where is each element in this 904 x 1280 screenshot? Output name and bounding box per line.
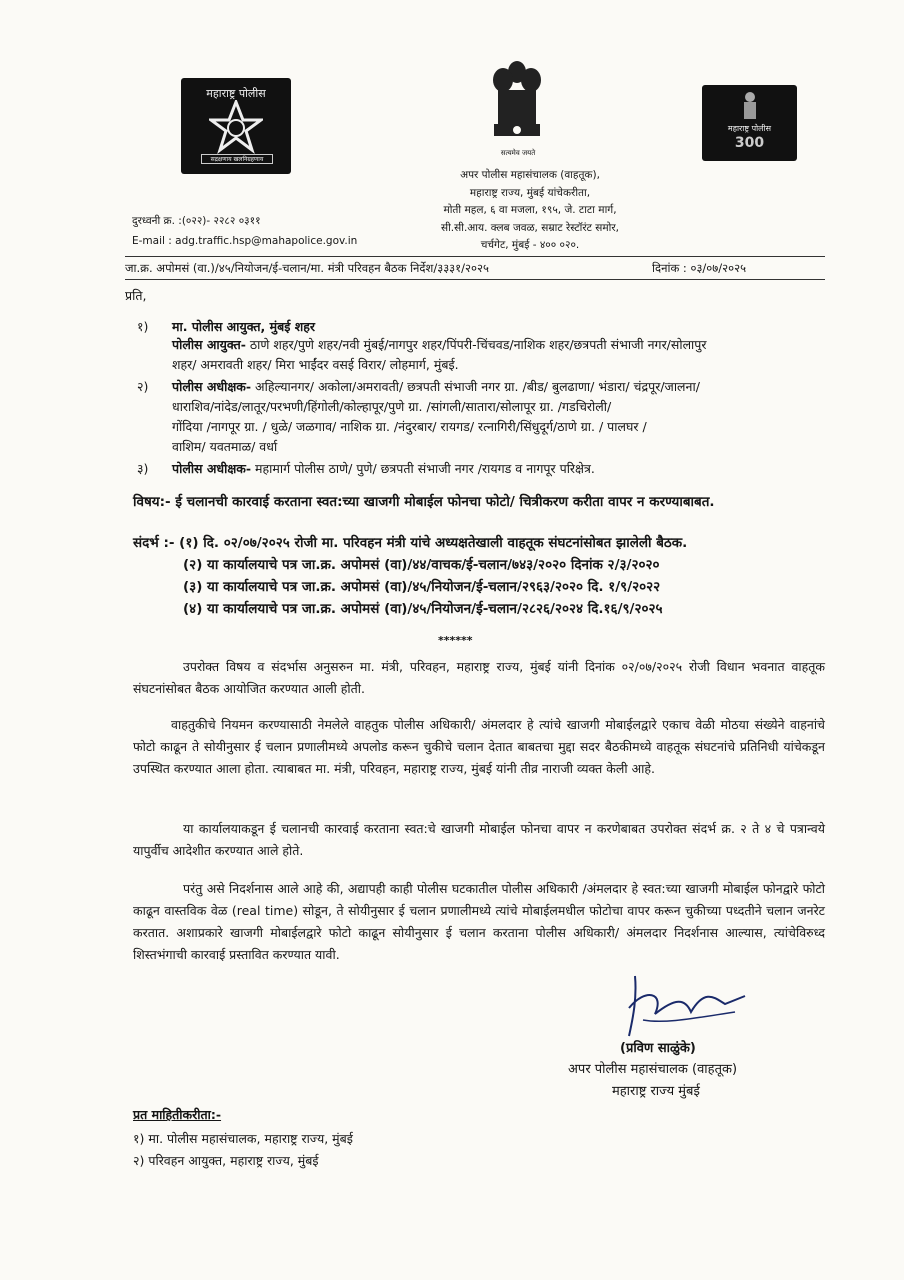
- address-line: महाराष्ट्र राज्य, मुंबई यांचेकरीता,: [469, 186, 591, 199]
- reference-item: संदर्भ :- (१) दि. ०२/०७/२०२५ रोजी मा. परिवहन मंत्री यांचे अध्यक्षतेखाली वाहतूक संघटनांसोबत झालेली बैठक.: [133, 535, 688, 551]
- signatory-location: महाराष्ट्र राज्य मुंबई: [612, 1084, 700, 1099]
- recipient-text: ठाणे शहर/पुणे शहर/नवी मुंबई/नागपुर शहर/पिंपरी-चिंचवड/नाशिक शहर/छत्रपती संभाजी नगर/सोलापुर: [245, 337, 707, 352]
- phone-number: दुरध्वनी क्र. :(०२२)- २२८२ ०३११: [132, 215, 261, 227]
- reference-number: जा.क्र. अपोमसं (वा.)/४५/नियोजन/ई-चलान/मा. मंत्री परिवहन बैठक निर्देश/३३३१/२०२५: [125, 261, 489, 275]
- body-paragraph: उपरोक्त विषय व संदर्भास अनुसरुन मा. मंत्री, परिवहन, महाराष्ट्र राज्य, मुंबई यांनी दिनांक ०२/०७/२०२५ रोजी विधान भवनात वाहतूक संघटनांसोबत बैठक आयोजित करण्यात आली होती.: [133, 659, 825, 696]
- statue-icon: [738, 91, 762, 121]
- email-address: E-mail : adg.traffic.hsp@mahapolice.gov.in: [132, 235, 358, 247]
- signatory-designation: अपर पोलीस महासंचालक (वाहतूक): [568, 1062, 738, 1077]
- recipient-number: ३): [137, 461, 149, 476]
- recipient-line: धाराशिव/नांदेड/लातूर/परभणी/हिंगोली/कोल्हापूर/पुणे ग्रा. /सांगली/सातारा/सोलापूर ग्रा. /गडचिरोली/: [172, 399, 612, 414]
- body-paragraph: परंतु असे निदर्शनास आले आहे की, अद्यापही काही पोलीस घटकातील पोलीस अधिकारी /अंमलदार हे स्वत:च्या खाजगी मोबाईल फोनद्वारे फोटो काढून वास्तविक वेळ (real time) सोडून, ते सोयीनुसार ई चलान प्रणालीमध्ये त्यांचे मोबाईलमधील फोटोचा वापर करून चुकीच्या पध्दतीने चलान जनरेट करतात. अशाप्रकारे खाजगी मोबाईलद्वारे फोटो काढून सोयीनुसार ई चलान करताना पोलीस अधिकारी/ अंमलदार निदर्शनास आल्यास, त्यांचेविरुध्द शिस्तभंगाची कारवाई प्रस्तावित करण्यात यावी.: [133, 881, 825, 962]
- recipient-line: वाशिम/ यवतमाळ/ वर्धा: [172, 439, 278, 454]
- to-label: प्रति,: [125, 288, 147, 303]
- national-emblem-icon: [488, 58, 546, 148]
- address-line: अपर पोलीस महासंचालक (वाहतूक),: [460, 169, 600, 181]
- subject-line: विषय:- ई चलानची कारवाई करताना स्वत:च्या खाजगी मोबाईल फोनचा फोटो/ चित्रीकरण करीता वापर न करण्याबाबत.: [133, 494, 715, 510]
- logo-motto: सद्रक्षणाय खलनिग्रहणाय: [201, 154, 273, 164]
- header-divider-bottom: [125, 279, 825, 280]
- reference-item: (२) या कार्यालयाचे पत्र जा.क्र. अपोमसं (वा)/४४/वाचक/ई-चलान/७४३/२०२० दिनांक २/३/२०२०: [183, 557, 660, 573]
- logo-title: महाराष्ट्र पोलीस: [206, 87, 266, 100]
- office-address: [380, 167, 680, 255]
- recipient-number: १): [137, 319, 149, 334]
- signature-mark: [615, 968, 755, 1040]
- recipient-line: [172, 378, 700, 396]
- copy-item: १) मा. पोलीस महासंचालक, महाराष्ट्र राज्य, मुंबई: [133, 1131, 353, 1146]
- recipient-head: पोलीस आयुक्त-: [172, 337, 246, 352]
- right-logo-text: महाराष्ट्र पोलीस: [727, 124, 772, 133]
- reference-item: (४) या कार्यालयाचे पत्र जा.क्र. अपोमसं (वा)/४५/नियोजन/ई-चलान/२८२६/२०२४ दि.१६/९/२०२५: [183, 601, 663, 617]
- maharashtra-police-logo: [181, 78, 291, 174]
- recipient-head: पोलीस अधीक्षक-: [172, 461, 252, 476]
- emblem-caption: सत्यमेव जयते: [500, 149, 536, 157]
- reference-item: (३) या कार्यालयाचे पत्र जा.क्र. अपोमसं (वा)/४५/नियोजन/ई-चलान/२९६३/२०२० दि. १/९/२०२२: [183, 579, 661, 595]
- address-line: सी.सी.आय. क्लब जवळ, सम्राट रेस्टॉरंट समोर,: [440, 221, 620, 234]
- police-300-logo: [702, 85, 797, 161]
- letter-date: दिनांक : ०३/०७/२०२५: [652, 261, 747, 275]
- body-paragraph: या कार्यालयाकडून ई चलानची कारवाई करताना स्वत:चे खाजगी मोबाईल फोनचा वापर न करणेबाबत उपरोक्त संदर्भ क्र. २ ते ४ चे पत्रान्वये यापुर्वीच आदेशीत करण्यात आले होते.: [133, 821, 825, 858]
- header-divider: [125, 256, 825, 257]
- right-logo-year: 300: [734, 135, 765, 151]
- recipient-line: [172, 336, 707, 354]
- recipient-mumbai-cp: मा. पोलीस आयुक्त, मुंबई शहर: [172, 319, 315, 334]
- recipient-line: [172, 460, 595, 478]
- address-line: चर्चगेट, मुंबई - ४०० ०२०.: [480, 239, 580, 251]
- recipient-number: २): [137, 379, 149, 394]
- police-star-icon: [209, 100, 263, 154]
- recipient-text: अहिल्यानगर/ अकोला/अमरावती/ छत्रपती संभाजी नगर ग्रा. /बीड/ बुलढाणा/ भंडारा/ चंद्रपूर/जालना/: [251, 379, 700, 394]
- separator: ******: [438, 634, 473, 647]
- address-line: मोती महल, ६ वा मजला, १९५, जे. टाटा मार्ग,: [443, 204, 617, 216]
- copy-item: २) परिवहन आयुक्त, महाराष्ट्र राज्य, मुंबई: [133, 1153, 319, 1168]
- recipient-line: शहर/ अमरावती शहर/ मिरा भाईंदर वसई विरार/ लोहमार्ग, मुंबई.: [172, 357, 459, 372]
- body-paragraph: वाहतुकीचे नियमन करण्यासाठी नेमलेले वाहतुक पोलीस अधिकारी/ अंमलदार हे त्यांचे खाजगी मोबाईलद्वारे एकाच वेळी मोठया संख्येने वाहनांचे फोटो काढून ते सोयीनुसार ई चलान प्रणालीमध्ये अपलोड करून चुकीचे चलान देतात बाबतचा मुद्दा सदर बैठकीमध्ये वाहतूक संघटनांचे प्रतिनिधी यांचेकडून उपस्थित करण्यात आला होता. त्याबाबत मा. मंत्री, परिवहन, महाराष्ट्र राज्य, मुंबई यांनी तीव्र नाराजी व्यक्त केली आहे.: [133, 717, 825, 776]
- copy-heading: प्रत माहितीकरीता:-: [133, 1107, 222, 1122]
- recipient-line: गोंदिया /नागपूर ग्रा. / धुळे/ जळगाव/ नाशिक ग्रा. /नंदुरबार/ रायगड/ रत्नागिरी/सिंधुदूर्ग/ठाणे ग्रा. / पालघर /: [172, 419, 647, 434]
- recipient-text: महामार्ग पोलीस ठाणे/ पुणे/ छत्रपती संभाजी नगर /रायगड व नागपूर परिक्षेत्र.: [251, 461, 595, 476]
- signatory-name: (प्रविण साळुंके): [620, 1041, 696, 1056]
- recipient-head: पोलीस अधीक्षक-: [172, 379, 252, 394]
